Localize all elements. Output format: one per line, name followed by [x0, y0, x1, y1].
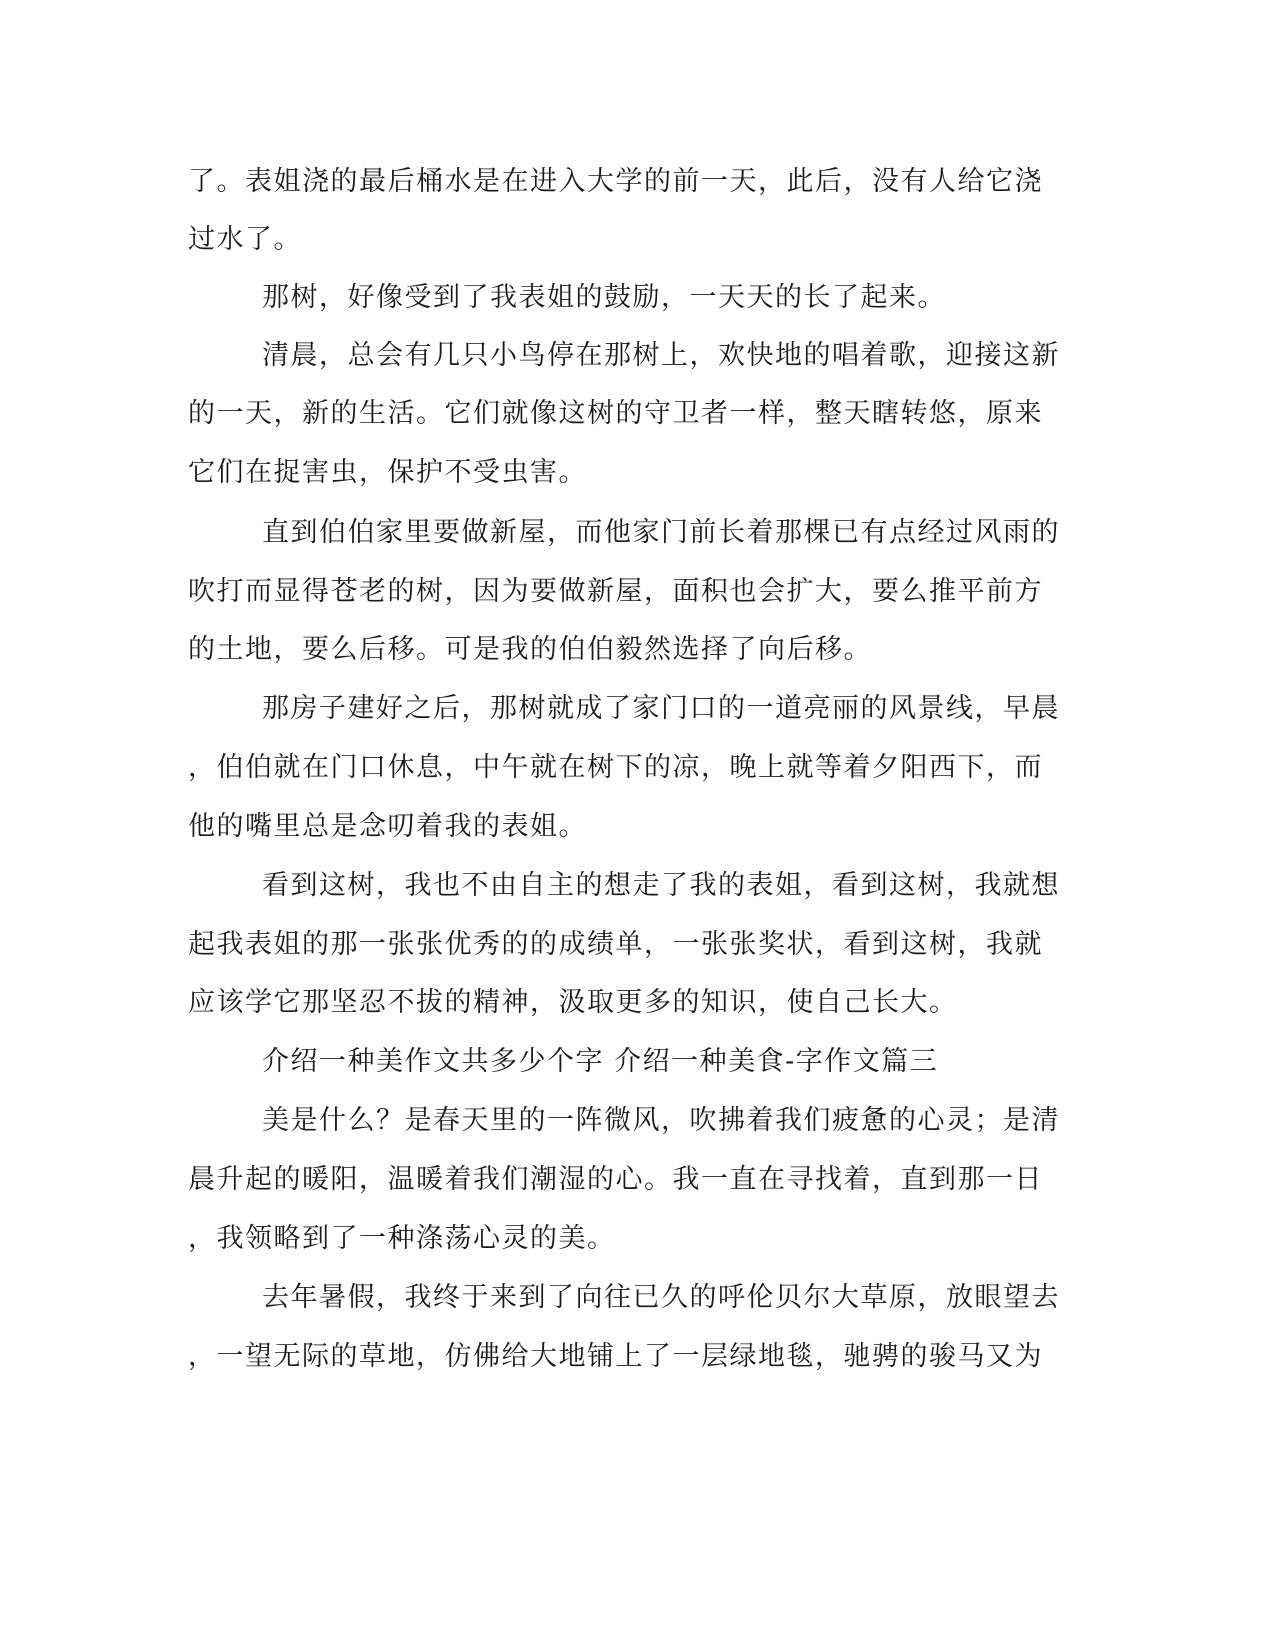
paragraph-line: 直到伯伯家里要做新屋，而他家门前长着那棵已有点经过风雨的 [262, 517, 1060, 548]
text-line: ，我领略到了一种涤荡心灵的美。 [188, 1223, 616, 1254]
text-line: 了。表姐浇的最后桶水是在进入大学的前一天，此后，没有人给它浇 [188, 166, 1043, 197]
paragraph-line: 美是什么？是春天里的一阵微风，吹拂着我们疲惫的心灵；是清 [262, 1105, 1060, 1136]
section-heading: 介绍一种美作文共多少个字 介绍一种美食-字作文篇三 [262, 1046, 939, 1077]
text-line: 它们在捉害虫，保护不受虫害。 [188, 457, 587, 488]
text-line: ，一望无际的草地，仿佛给大地铺上了一层绿地毯，驰骋的骏马又为 [188, 1341, 1043, 1372]
text-line: 起我表姐的那一张张优秀的的成绩单，一张张奖状，看到这树，我就 [188, 929, 1043, 960]
text-line: 的一天，新的生活。它们就像这树的守卫者一样，整天瞎转悠，原来 [188, 398, 1043, 429]
paragraph-line: 那树，好像受到了我表姐的鼓励，一天天的长了起来。 [262, 282, 946, 313]
text-line: 他的嘴里总是念叨着我的表姐。 [188, 811, 587, 842]
text-line: ，伯伯就在门口休息，中午就在树下的凉，晚上就等着夕阳西下，而 [188, 752, 1043, 783]
paragraph-line: 去年暑假，我终于来到了向往已久的呼伦贝尔大草原，放眼望去 [262, 1282, 1060, 1313]
text-line: 晨升起的暖阳，温暖着我们潮湿的心。我一直在寻找着，直到那一日 [188, 1164, 1043, 1195]
text-line: 的土地，要么后移。可是我的伯伯毅然选择了向后移。 [188, 634, 872, 665]
paragraph-line: 那房子建好之后，那树就成了家门口的一道亮丽的风景线，早晨 [262, 693, 1060, 724]
text-line: 过水了。 [188, 224, 302, 255]
text-line: 吹打而显得苍老的树，因为要做新屋，面积也会扩大，要么推平前方 [188, 576, 1043, 607]
text-line: 应该学它那坚忍不拔的精神，汲取更多的知识，使自己长大。 [188, 987, 958, 1018]
paragraph-line: 看到这树，我也不由自主的想走了我的表姐，看到这树，我就想 [262, 870, 1060, 901]
paragraph-line: 清晨，总会有几只小鸟停在那树上，欢快地的唱着歌，迎接这新 [262, 340, 1060, 371]
